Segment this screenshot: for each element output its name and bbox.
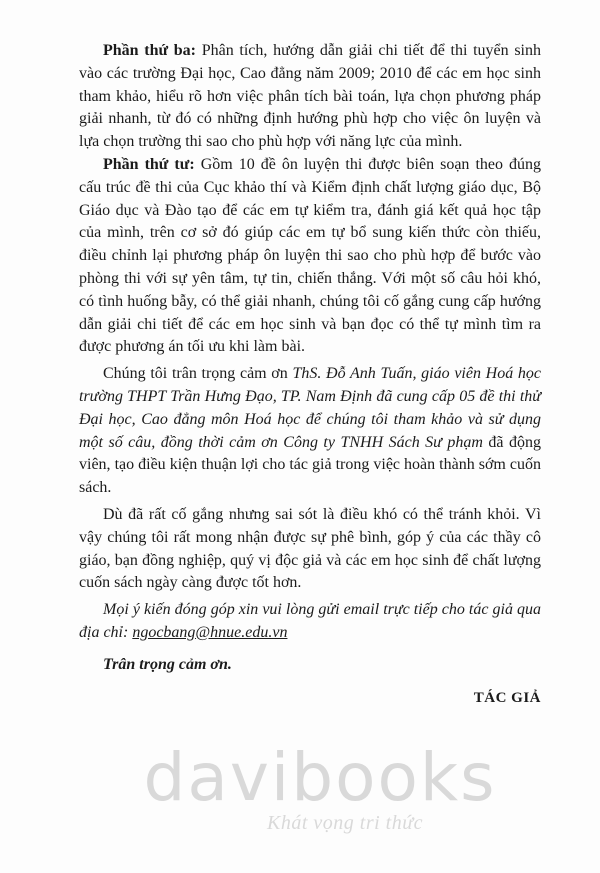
body-text <box>79 40 541 709</box>
author-signature: TÁC GIẢ <box>473 689 541 706</box>
paragraph-part-four <box>79 154 541 359</box>
thanks-lead: Chúng tôi trân trọng cảm ơn <box>103 365 293 383</box>
thanks-tail: đã động viên, tạo điều kiện thuận lợi cho tác giả trong việc hoàn thành sớm cuốn sách. <box>79 433 542 497</box>
paragraph-contact <box>79 599 541 645</box>
part-four-label: Phần thứ tư: <box>103 155 195 173</box>
part-four-text: Gồm 10 đề ôn luyện thi được biên soạn theo đúng cấu trúc đề thi của Cục khảo thí và Kiểm định chất lượng giáo dục, Bộ Giáo dục và Đào tạo để các em tự kiểm tra, đánh giá kết quả học tập của mình, trên cơ sở đó giúp các em tự bổ sung kiến thức còn thiếu, điều chỉnh lại phương pháp ôn luyện thi sao cho phù hợp để bước vào phòng thi với sự yên tâm, tự tin, chiến thắng. Với một số câu hỏi khó, có tình huống bẫy, có thể giải nhanh, chúng tôi cố gắng cung cấp hướng dẫn giải chi tiết để các em học sinh và bạn đọc có thể tự mình tìm ra được phương án tối ưu khi làm bài. <box>79 155 542 356</box>
part-three-text: Phân tích, hướng dẫn giải chi tiết để thi tuyển sinh vào các trường Đại học, Cao đẳng năm 2009; 2010 để các em học sinh tham khảo, hiểu rõ hơn việc phân tích bài toán, lựa chọn phương pháp giải nhanh, từ đó có những định hướng phù hợp cho việc ôn luyện và lựa chọn trường thi sao cho phù hợp với năng lực của mình. <box>79 42 542 151</box>
paragraph-thanks <box>79 363 541 500</box>
paragraph-part-three <box>79 40 541 154</box>
part-three-label: Phần thứ ba: <box>103 42 197 59</box>
closing-line: Trân trọng cảm ơn. <box>103 655 232 673</box>
paragraph-apology: Dù đã rất cố gắng nhưng sai sót là điều khó có thể tránh khỏi. Vì vậy chúng tôi rất mong nhận được sự phê bình, góp ý của các thầy cô giáo, bạn đồng nghiệp, quý vị độc giả và các em học sinh để chất lượng cuốn sách ngày càng được tốt hơn. <box>79 505 541 592</box>
thanks-italic: ThS. Đỗ Anh Tuấn, giáo viên Hoá học trường THPT Trần Hưng Đạo, TP. Nam Định đã cung cấp 05 đề thi thử Đại học, Cao đẳng môn Hoá học để chúng tôi tham khảo và sử dụng một số câu, đồng thời cảm ơn Công ty TNHH Sách Sư phạm <box>79 365 542 451</box>
watermark-logo: davibooks <box>143 739 497 816</box>
contact-text: Mọi ý kiến đóng góp xin vui lòng gửi email trực tiếp cho tác giả qua địa chỉ: <box>79 601 541 641</box>
watermark <box>0 739 600 835</box>
contact-email[interactable]: ngocbang@hnue.edu.vn <box>132 623 288 641</box>
watermark-tagline: Khát vọng tri thức <box>266 812 423 834</box>
